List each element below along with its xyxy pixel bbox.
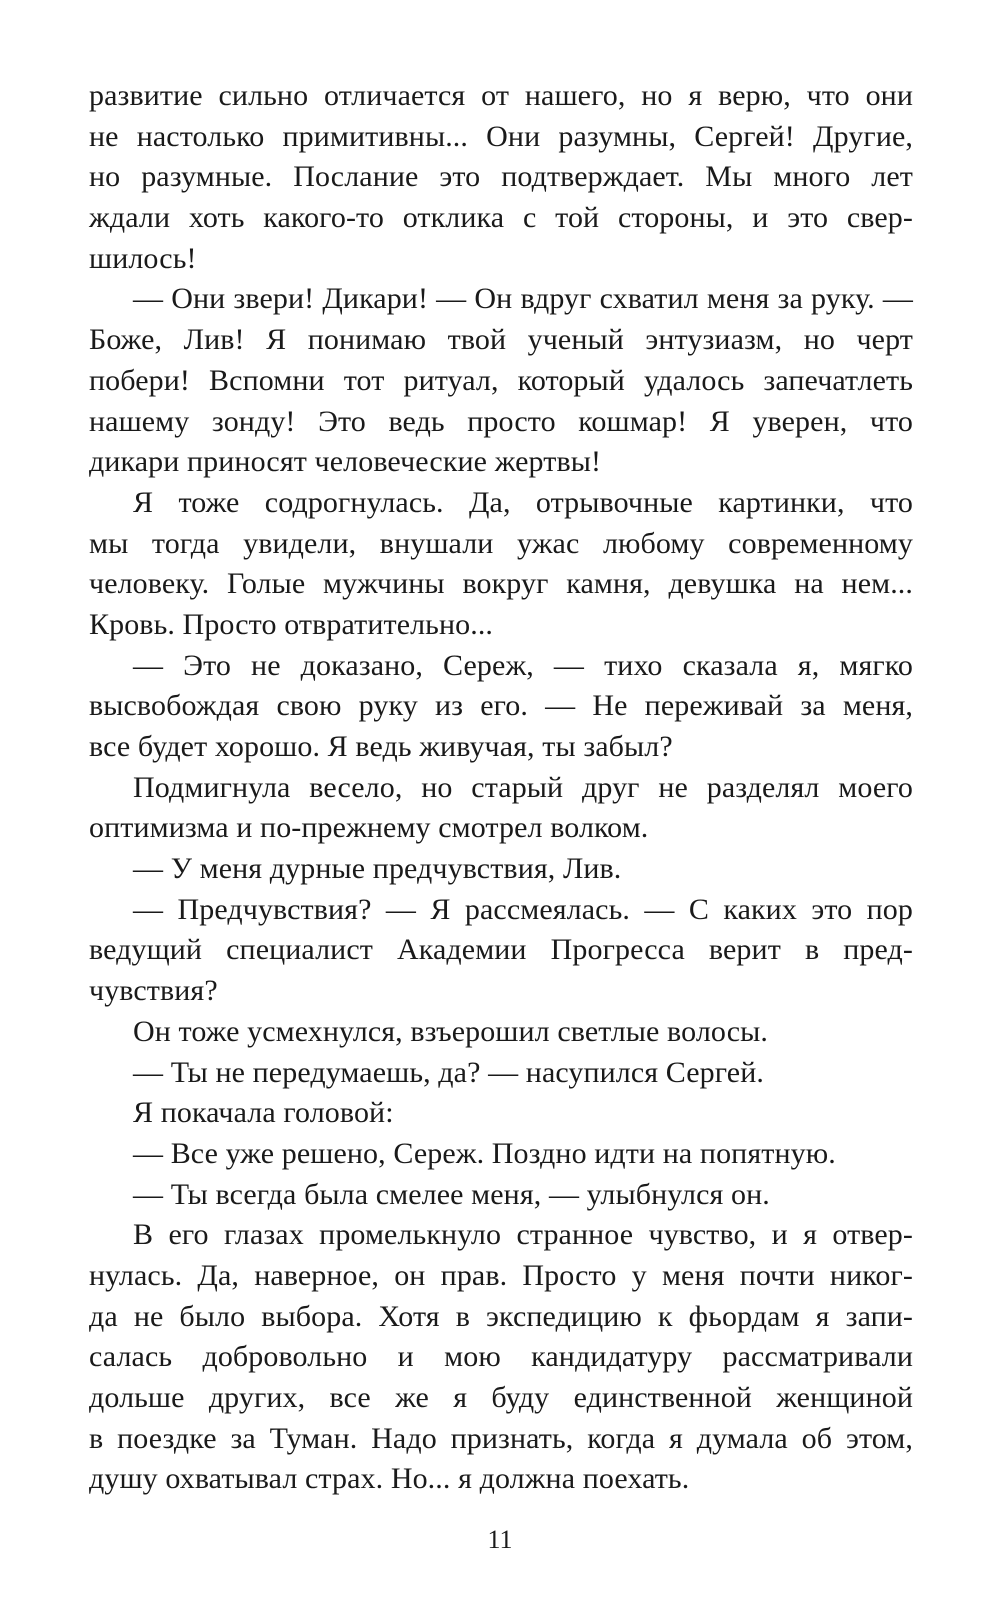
text-line: но разумные. Послание это подтверждает. Мы много лет	[89, 160, 913, 194]
text-line: — Ты всегда была смелее меня, — улыбнулся он.	[133, 1177, 770, 1211]
text-line: душу охватывал страх. Но... я должна поехать.	[89, 1462, 690, 1496]
text-line: ведущий специалист Академии Прогресса верит в пред-	[89, 933, 913, 967]
text-line: Кровь. Просто отвратительно...	[89, 607, 494, 641]
text-line: побери! Вспомни тот ритуал, который удалось запечатлеть	[89, 363, 913, 397]
text-line: Боже, Лив! Я понимаю твой ученый энтузиазм, но черт	[89, 323, 913, 357]
text-line: не настолько примитивны... Они разумны, Сергей! Другие,	[89, 119, 913, 153]
text-line: ждали хоть какого-то отклика с той стороны, и это свер-	[89, 201, 913, 235]
text-line: В его глазах промелькнуло странное чувство, и я отвер-	[133, 1218, 913, 1252]
text-line: да не было выбора. Хотя в экспедицию к фьордам я запи-	[89, 1299, 913, 1333]
text-line: — Все уже решено, Сереж. Поздно идти на попятную.	[133, 1136, 836, 1170]
text-line: шилось!	[89, 241, 197, 275]
text-line: нулась. Да, наверное, он прав. Просто у меня почти никог-	[89, 1258, 913, 1292]
text-line: мы тогда увидели, внушали ужас любому современному	[89, 526, 913, 560]
text-line: Подмигнула весело, но старый друг не разделял моего	[133, 770, 913, 804]
text-line: — Предчувствия? — Я рассмеялась. — С каких это пор	[133, 892, 913, 926]
text-line: дольше других, все же я буду единственной женщиной	[89, 1381, 913, 1414]
text-line: — Это не доказано, Сереж, — тихо сказала я, мягко	[133, 648, 913, 682]
page-number: 11	[487, 1525, 513, 1554]
book-page-text	[89, 76, 913, 1500]
text-line: Он тоже усмехнулся, взъерошил светлые волосы.	[133, 1014, 769, 1048]
text-line: дикари приносят человеческие жертвы!	[89, 445, 602, 479]
text-line: — У меня дурные предчувствия, Лив.	[133, 852, 622, 886]
text-line: оптимизма и по-прежнему смотрел волком.	[89, 811, 649, 845]
text-line: все будет хорошо. Я ведь живучая, ты забыл?	[89, 730, 673, 763]
text-line: человеку. Голые мужчины вокруг камня, девушка на нем...	[89, 567, 913, 601]
text-line: Я тоже содрогнулась. Да, отрывочные картинки, что	[133, 485, 913, 519]
text-line: в поездке за Туман. Надо признать, когда я думала об этом,	[89, 1421, 913, 1455]
text-line: нашему зонду! Это ведь просто кошмар! Я уверен, что	[89, 404, 913, 438]
text-line: чувствия?	[89, 974, 218, 1008]
text-line: высвобождая свою руку из его. — Не переживай за меня,	[89, 689, 913, 723]
text-line: салась добровольно и мою кандидатуру рассматривали	[89, 1340, 913, 1374]
text-line: — Они звери! Дикари! — Он вдруг схватил меня за руку. —	[133, 282, 913, 316]
text-line: развитие сильно отличается от нашего, но я верю, что они	[89, 79, 913, 112]
text-line: — Ты не передумаешь, да? — насупился Сергей.	[133, 1055, 764, 1089]
text-line: Я покачала головой:	[133, 1096, 394, 1130]
